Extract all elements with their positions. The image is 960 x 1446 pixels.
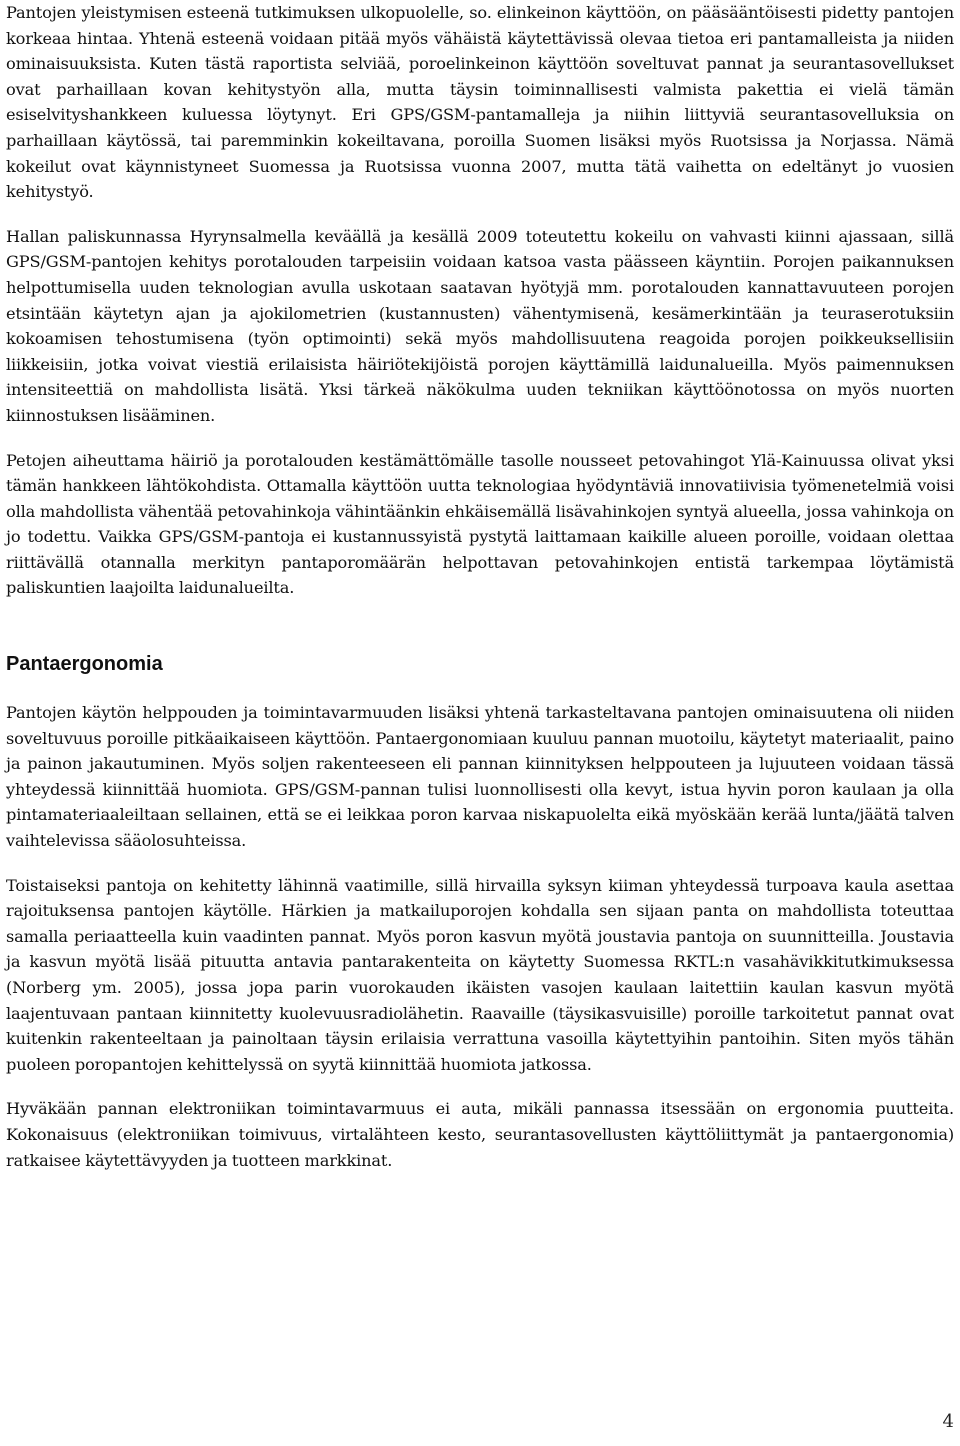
page-number: 4 [942,1411,954,1432]
section-paragraph-2: Toistaiseksi pantoja on kehitetty lähinnä vaatimille, sillä hirvailla syksyn kiiman yhteydessä turpoava kaula asettaa rajoituksensa pantojen käytölle. Härkien ja matkailuporojen kohdalla sen sijaan panta on mahdollista toteuttaa samalla periaatteella kuin vaadinten pannat. Myös poron kasvun myötä joustavia pantoja on suunnitteilla. Joustavia ja kasvun myötä lisää pituutta antavia pantarakenteita on käytetty Suomessa RKTL:n vasahävikkitutkimuksessa (Norberg ym. 2005), jossa jopa parin vuorokauden ikäisten vasojen kaulaan laitettiin kaulan kasvun myötä laajentuvaan pantaan kiinnitetty kuolevuusradiolähetin. Raavaille (täysikasvuisille) poroille tarkoitetut pannat ovat kuitenkin rakenteeltaan ja painoltaan täysin erilaisia verrattuna vasoilla käytettyihin pantoihin. Siten myös tähän puoleen poropantojen kehittelyssä on syytä kiinnittää huomiota jatkossa. [6,875,954,1074]
document-page [6,0,954,1173]
paragraph-1: Pantojen yleistymisen esteenä tutkimuksen ulkopuolelle, so. elinkeinon käyttöön, on pääsääntöisesti pidetty pantojen korkeaa hintaa. Yhtenä esteenä voidaan pitää myös vähäistä käytettävissä olevaa tietoa eri pantamalleista ja niiden ominaisuuksista. Kuten tästä raportista selviää, poroelinkeinon käyttöön soveltuvat pannat ja seurantasovellukset ovat parhaillaan kovan kehitystyön alla, mutta täysin toiminnallisesti valmista pakettia ei vielä tämän esiselvityshankkeen kuluessa löytynyt. Eri GPS/GSM-pantamalleja ja niihin liittyviä seurantasovelluksia on parhaillaan käytössä, tai paremminkin kokeiltavana, poroilla Suomen lisäksi myös Ruotsissa ja Norjassa. Nämä kokeilut ovat käynnistyneet Suomessa ja Ruotsissa vuonna 2007, mutta tätä vaihetta on edeltänyt jo vuosien kehitystyö. [6,3,954,202]
paragraph-3: Petojen aiheuttama häiriö ja porotalouden kestämättömälle tasolle nousseet petovahingot Ylä-Kainuussa olivat yksi tämän hankkeen lähtökohdista. Ottamalla käyttöön uutta teknologiaa hyödyntäviä innovatiivisia työmenetelmiä voisi olla mahdollista vähentää petovahinkoja vähintäänkin ehkäisemällä lisävahinkojen syntyä alueella, jossa vahinkoja on jo todettu. Vaikka GPS/GSM-pantoja ei kustannussyistä pystytä laittamaan kaikille alueen poroille, voidaan olettaa riittävällä otannalla merkityn pantaporomäärän helpottavan petovahinkojen entistä tarkempaa löytämistä paliskuntien laajoilta laidunalueilta. [6,450,954,598]
section-heading: Pantaergonomia [6,653,163,676]
section-paragraph-3: Hyväkään pannan elektroniikan toimintavarmuus ei auta, mikäli pannassa itsessään on ergonomia puutteita. Kokonaisuus (elektroniikan toimivuus, virtalähteen kesto, seurantasovellusten käyttöliittymät ja pantaergonomia) ratkaisee käytettävyyden ja tuotteen markkinat. [6,1099,954,1170]
paragraph-2: Hallan paliskunnassa Hyrynsalmella keväällä ja kesällä 2009 toteutettu kokeilu on vahvasti kiinni ajassaan, sillä GPS/GSM-pantojen kehitys porotalouden tarpeisiin voidaan katsoa vasta päässeen käyntiin. Porojen paikannuksen helpottumisella uuden teknologian avulla uskotaan saatavan hyötyjä mm. porotalouden kannattavuuteen porojen etsintään käytetyn ajan ja ajokilometrien (kustannusten) vähentymisenä, kesämerkintään ja teuraserotuksiin kokoamisen tehostumisena (työn optimointi) sekä myös mahdollisuutena reagoida porojen poikkeuksellisiin liikkeisiin, jotka voivat viestiä erilaisista häiriötekijöistä porojen käyttämillä laidunalueilla. Myös paimennuksen intensiteettiä on mahdollista lisätä. Yksi tärkeä näkökulma uuden tekniikan käyttöönotossa on myös nuorten kiinnostuksen lisääminen. [6,226,954,425]
section-paragraph-1: Pantojen käytön helppouden ja toimintavarmuuden lisäksi yhtenä tarkasteltavana pantojen ominaisuutena oli niiden soveltuvuus poroille pitkäaikaiseen käyttöön. Pantaergonomiaan kuuluu pannan muotoilu, käytetyt materiaalit, paino ja painon jakautuminen. Myös soljen rakenteeseen eli pannan kiinnityksen helppouteen ja lujuuteen voidaan tässä yhteydessä kiinnittää huomiota. GPS/GSM-pannan tulisi luonnollisesti olla kevyt, istua hyvin poron kaulaan ja olla pintamateriaaleiltaan sellainen, että se ei leikkaa poron karvaa niskapuolelta eikä myöskään kerää lunta/jäätä talven vaihtelevissa sääolosuhteissa. [6,703,954,851]
